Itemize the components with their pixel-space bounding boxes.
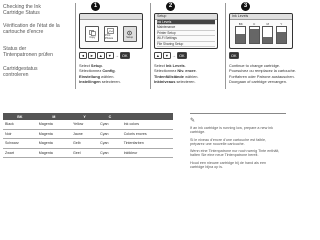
step-number: 3 [241, 2, 250, 11]
ok-button[interactable]: OK [122, 54, 128, 58]
table-cell: Coloris encres [122, 129, 173, 139]
table-cell: Magenta [37, 139, 71, 149]
table-cell: Cyan [98, 139, 122, 149]
icon-label: Copy [89, 35, 96, 39]
instructions: Select Ink Levels. Sélectionnez Niv. encre. Tintenfüllstände wählen. Inktniveaus selecteren. [154, 63, 199, 84]
table-row [3, 139, 173, 149]
ink-level-gauges [230, 20, 292, 46]
icon-label: Setup [126, 35, 134, 39]
table-cell: Magenta [37, 148, 71, 158]
ink-color-table [3, 113, 173, 158]
ink-level-fill [250, 29, 259, 43]
note-text: Wenn eine Tintenpatrone nur noch wenig Tinte enthält, halten Sie eine neue Tintenpatrone bereit. [190, 149, 280, 158]
down-arrow-button[interactable]: ▼ [164, 54, 169, 58]
table-cell: Tintenfarben [122, 139, 173, 149]
ink-gauge [249, 22, 260, 44]
section-titles [0, 0, 62, 92]
table-cell: Black [3, 120, 37, 129]
table-row [3, 120, 173, 129]
ink-gauge [235, 22, 246, 44]
ink-level-fill [236, 34, 245, 43]
menu-item-ink-levels[interactable]: Ink Levels [157, 20, 215, 25]
table-header-row [3, 113, 173, 120]
print-photos-icon[interactable] [104, 26, 118, 42]
menu-item-wifi-settings[interactable]: Wi-Fi Settings [157, 36, 215, 41]
screen-title: Setup [155, 14, 217, 20]
copy-mode-icon[interactable] [85, 26, 99, 42]
column-divider [75, 3, 76, 89]
table-cell: Noir [3, 129, 37, 139]
ink-gauge [276, 22, 287, 44]
table-cell: Magenta [37, 120, 71, 129]
instructions: Continue to change cartridge. Poursuivez ou remplacez la cartouche. Fortfahren oder Patrone austauschen. Doorgaan of cartridge vervangen. [229, 63, 297, 84]
table-cell: Jaune [71, 129, 98, 139]
table-cell: Schwarz [3, 139, 37, 149]
ink-code: Y [280, 22, 283, 26]
ink-code: C [253, 22, 256, 26]
arrow-right-icon: → [114, 52, 119, 58]
pencil-note-icon: ✎ [190, 118, 196, 124]
menu-item-maintenance[interactable]: Maintenance [157, 25, 215, 30]
ok-button[interactable]: OK [179, 54, 185, 58]
icon-label: Print Photos [104, 34, 114, 40]
ink-code: M [266, 22, 269, 26]
table-cell: Inktkleur [122, 148, 173, 158]
note-text: If an ink cartridge is running low, prepare a new ink cartridge. [190, 126, 274, 135]
table-header: BK [3, 113, 37, 120]
menu-item-file-sharing[interactable]: File Sharing Setup [157, 42, 215, 47]
menu-item-printer-setup[interactable]: Printer Setup [157, 31, 215, 36]
setup-menu [155, 20, 217, 47]
left-arrow-button[interactable]: ◄ [81, 54, 85, 58]
table-cell: Geel [71, 148, 98, 158]
table-header: M [37, 113, 71, 120]
table-row [3, 148, 173, 158]
screen-title: Ink Levels [230, 14, 292, 20]
ink-level-fill [277, 32, 286, 43]
note-divider [190, 113, 286, 114]
table-cell: Cyan [98, 120, 122, 129]
table-cell: Magenta [37, 129, 71, 139]
table-cell: Cyan [98, 148, 122, 158]
table-cell: Ink colors [122, 120, 173, 129]
title-fr: Vérification de l'état de la cartouche d'encre [3, 23, 60, 35]
ink-code: BK [238, 22, 243, 26]
note-box [190, 117, 280, 172]
table-header [122, 113, 173, 120]
table-header: C [98, 113, 122, 120]
title-nl: Cartridgestatus controleren [3, 66, 38, 78]
lcd-screen [79, 13, 143, 49]
ink-level-fill [263, 37, 272, 43]
note-text: Houd een nieuwe cartridge bij de hand als een cartridge bijna op is. [190, 160, 267, 170]
ok-button[interactable]: OK [231, 54, 237, 58]
instructions: Select Setup. Sélectionnez Config. Einstellung wählen. Instellingen selecteren. [79, 63, 121, 84]
title-de: Status der Tintenpatronen prüfen [3, 46, 53, 58]
table-cell: Gelb [71, 139, 98, 149]
title-en: Checking the Ink Cartridge Status [3, 4, 41, 16]
table-row [3, 129, 173, 139]
step-number: 2 [166, 2, 175, 11]
up-arrow-button[interactable]: ▲ [98, 54, 103, 58]
setup-icon[interactable] [123, 26, 137, 42]
arrow-right-icon: → [171, 52, 176, 58]
ink-gauge [262, 22, 273, 44]
down-arrow-button[interactable]: ▼ [107, 54, 112, 58]
up-arrow-button[interactable]: ▲ [156, 54, 160, 58]
lcd-screen [229, 13, 293, 49]
lcd-screen [154, 13, 218, 49]
table-cell: Cyan [98, 129, 122, 139]
right-arrow-button[interactable]: ► [89, 54, 94, 58]
table-header: Y [71, 113, 98, 120]
note-text: Si le niveau d'encre d'une cartouche est faible, préparez une nouvelle cartouche. [190, 137, 267, 146]
table-cell: Yellow [71, 120, 98, 129]
step-number: 1 [91, 2, 100, 11]
table-cell: Zwart [3, 148, 37, 158]
